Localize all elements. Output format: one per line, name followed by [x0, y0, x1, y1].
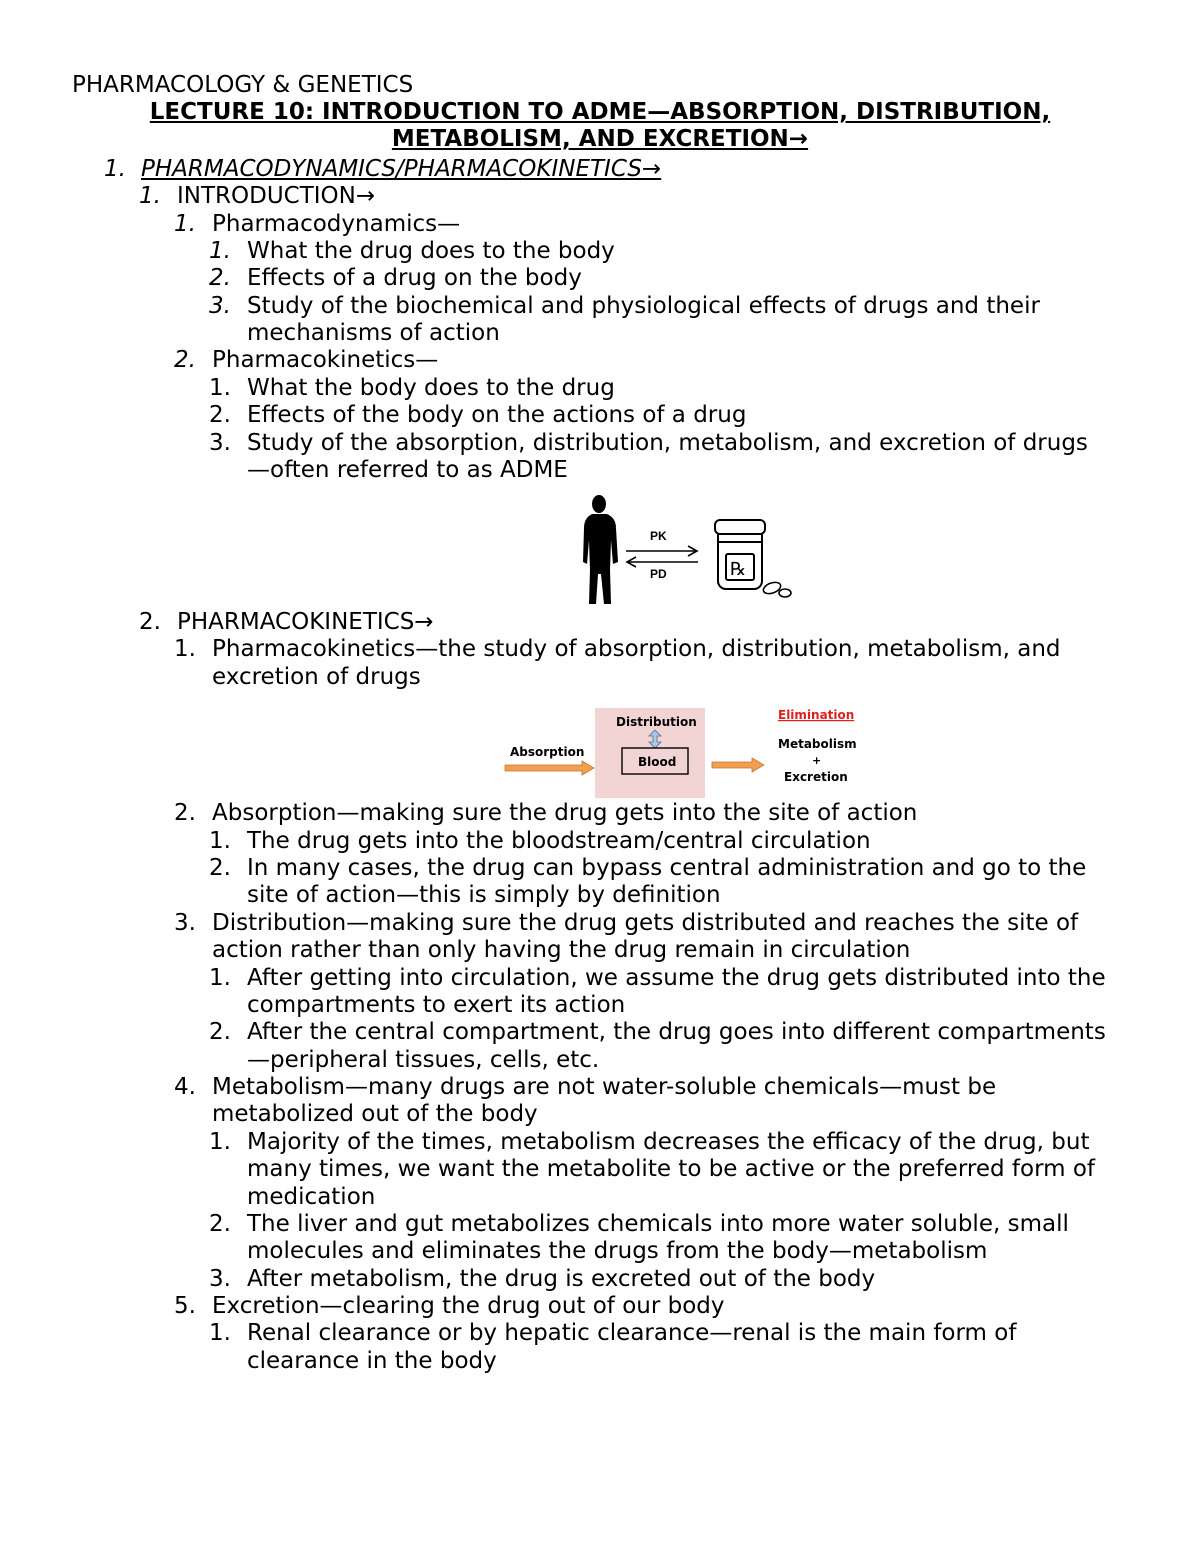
intro-number: 1.	[139, 183, 161, 209]
absorption-arrow	[505, 761, 594, 775]
course-title: PHARMACOLOGY & GENETICS	[72, 72, 414, 98]
metabolism-heading-continued: metabolized out of the body	[212, 1101, 538, 1127]
pk-label: PK	[650, 529, 667, 543]
lecture-title-line1: LECTURE 10: INTRODUCTION TO ADME—ABSORPTION, DISTRIBUTION,	[149, 99, 1051, 125]
list-number: 3.	[209, 293, 231, 319]
list-number: 1.	[174, 636, 196, 662]
list-number: 1.	[209, 828, 231, 854]
list-item-continued: —often referred to as ADME	[247, 457, 568, 483]
pk-section-heading: PHARMACOKINETICS→	[177, 609, 434, 635]
list-item: Study of the biochemical and physiological effects of drugs and their	[247, 293, 1040, 319]
elimination-label: Elimination	[778, 708, 855, 722]
list-item-continued: molecules and eliminates the drugs from the body—metabolism	[247, 1238, 988, 1264]
list-number: 1.	[209, 375, 231, 401]
list-number: 2.	[209, 265, 231, 291]
excretion-label: Excretion	[784, 770, 848, 784]
list-number: 1.	[209, 1320, 231, 1346]
elimination-arrow	[712, 758, 764, 772]
blood-label: Blood	[638, 755, 677, 769]
list-item: Study of the absorption, distribution, metabolism, and excretion of drugs	[247, 430, 1088, 456]
list-item: In many cases, the drug can bypass central administration and go to the	[247, 855, 1087, 881]
pill-bottle-icon	[715, 520, 765, 589]
list-number: 3.	[174, 910, 196, 936]
list-number: 3.	[209, 1266, 231, 1292]
list-number: 2.	[209, 1211, 231, 1237]
distribution-label: Distribution	[616, 715, 697, 729]
distribution-heading: Distribution—making sure the drug gets distributed and reaches the site of	[212, 910, 1079, 936]
section-1-number: 1.	[104, 156, 126, 182]
distribution-heading-continued: action rather than only having the drug remain in circulation	[212, 937, 911, 963]
list-item: The drug gets into the bloodstream/central circulation	[247, 828, 871, 854]
list-item: What the drug does to the body	[247, 238, 615, 264]
list-item: What the body does to the drug	[247, 375, 615, 401]
pd-arrow	[627, 557, 698, 567]
metabolism-label: Metabolism	[778, 737, 857, 751]
pk-arrow	[626, 546, 697, 556]
person-silhouette-icon	[583, 495, 618, 604]
pd-number: 1.	[174, 211, 196, 237]
pk-number: 2.	[174, 347, 196, 373]
list-item-continued: clearance in the body	[247, 1348, 497, 1374]
svg-text:℞: ℞	[730, 559, 747, 580]
list-item: After getting into circulation, we assume the drug gets distributed into the	[247, 965, 1106, 991]
list-number: 2.	[209, 1019, 231, 1045]
list-item: Effects of the body on the actions of a drug	[247, 402, 747, 428]
pk-pd-figure	[580, 492, 800, 607]
list-item-continued: excretion of drugs	[212, 664, 421, 690]
list-item-continued: —peripheral tissues, cells, etc.	[247, 1047, 600, 1073]
list-number: 4.	[174, 1074, 196, 1100]
excretion-heading: Excretion—clearing the drug out of our body	[212, 1293, 725, 1319]
list-number: 1.	[209, 965, 231, 991]
pk-section-number: 2.	[139, 609, 161, 635]
pd-label: PD	[650, 567, 667, 581]
list-number: 2.	[174, 800, 196, 826]
list-item: After metabolism, the drug is excreted out of the body	[247, 1266, 876, 1292]
list-item-continued: site of action—this is simply by definition	[247, 882, 721, 908]
list-item: Pharmacokinetics—the study of absorption, distribution, metabolism, and	[212, 636, 1061, 662]
list-item: Effects of a drug on the body	[247, 265, 582, 291]
list-item-continued: medication	[247, 1184, 376, 1210]
list-item: The liver and gut metabolizes chemicals into more water soluble, small	[247, 1211, 1069, 1237]
pd-heading: Pharmacodynamics—	[212, 211, 461, 237]
intro-heading: INTRODUCTION→	[177, 183, 376, 209]
section-1-heading: PHARMACODYNAMICS/PHARMACOKINETICS→	[141, 156, 662, 182]
absorption-label: Absorption	[510, 745, 585, 759]
list-item-continued: many times, we want the metabolite to be active or the preferred form of	[247, 1156, 1096, 1182]
list-item-continued: mechanisms of action	[247, 320, 500, 346]
metabolism-heading: Metabolism—many drugs are not water-soluble chemicals—must be	[212, 1074, 997, 1100]
list-item: Majority of the times, metabolism decreases the efficacy of the drug, but	[247, 1129, 1090, 1155]
plus-label: +	[812, 754, 822, 767]
adme-flow-figure	[500, 700, 870, 800]
list-item: Renal clearance or by hepatic clearance—renal is the main form of	[247, 1320, 1017, 1346]
list-number: 5.	[174, 1293, 196, 1319]
lecture-title-line2: METABOLISM, AND EXCRETION→	[391, 126, 809, 152]
list-number: 1.	[209, 1129, 231, 1155]
absorption-heading: Absorption—making sure the drug gets into the site of action	[212, 800, 918, 826]
list-number: 1.	[209, 238, 231, 264]
list-number: 2.	[209, 855, 231, 881]
list-item-continued: compartments to exert its action	[247, 992, 626, 1018]
pill-capsule-icon	[762, 580, 791, 597]
list-number: 3.	[209, 430, 231, 456]
pk-heading: Pharmacokinetics—	[212, 347, 439, 373]
list-number: 2.	[209, 402, 231, 428]
list-item: After the central compartment, the drug goes into different compartments	[247, 1019, 1106, 1045]
